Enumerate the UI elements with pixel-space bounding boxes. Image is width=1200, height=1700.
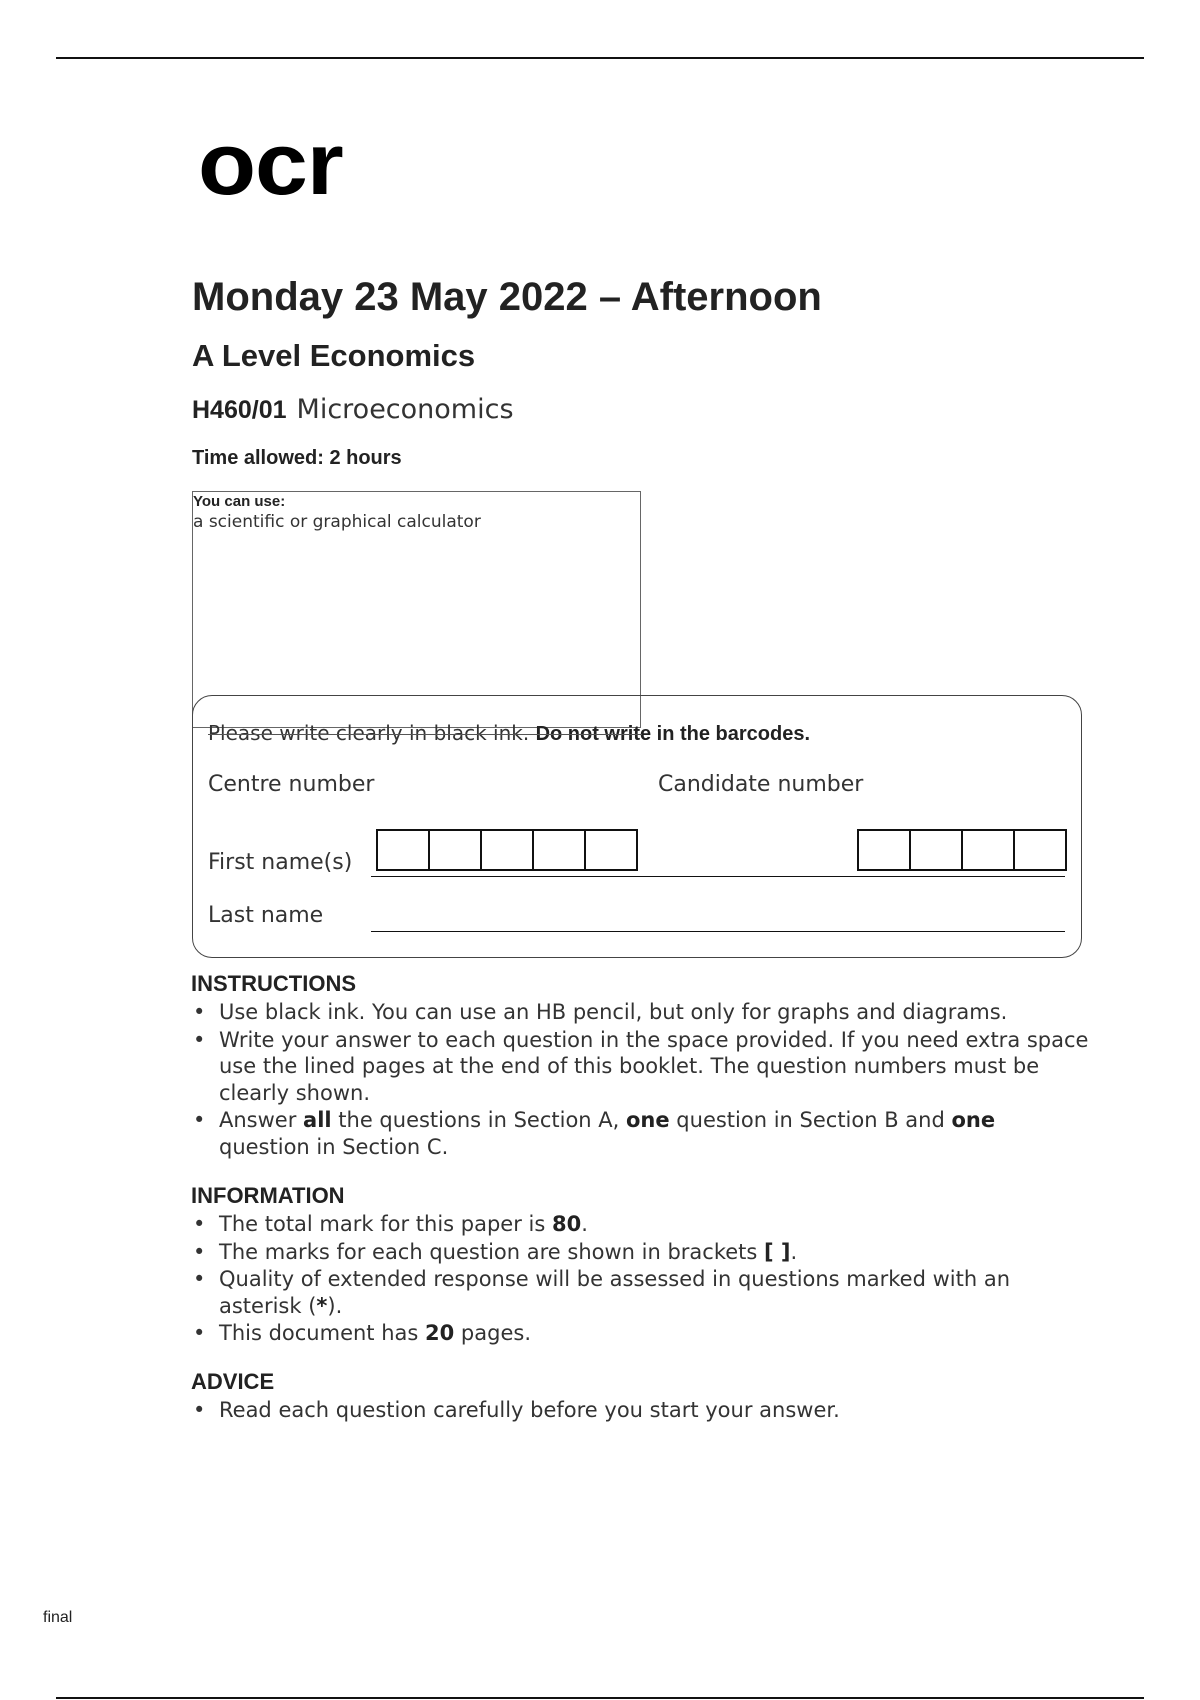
first-name-label: First name(s) bbox=[208, 850, 353, 875]
list-item: • The total mark for this paper is 80. bbox=[193, 1212, 588, 1236]
information-section bbox=[191, 1185, 1091, 1348]
write-clearly-text: Please write clearly in black ink. bbox=[208, 721, 536, 745]
bullet-icon: • bbox=[193, 1000, 206, 1024]
barcode-warning: Do not write in the barcodes. bbox=[535, 723, 811, 745]
you-can-use-heading: You can use: bbox=[193, 493, 286, 510]
top-rule bbox=[56, 57, 1144, 59]
emphasis-text: [ ] bbox=[764, 1239, 791, 1264]
first-name-field[interactable] bbox=[371, 876, 1065, 877]
advice-list bbox=[191, 1397, 1091, 1424]
emphasis-text: one bbox=[626, 1108, 670, 1132]
list-item: • Use black ink. You can use an HB pencil, but only for graphs and diagrams. bbox=[193, 1000, 1008, 1024]
bullet-icon: • bbox=[193, 1108, 206, 1132]
bullet-icon: • bbox=[193, 1321, 206, 1345]
last-name-field[interactable] bbox=[371, 931, 1065, 932]
instructions-list bbox=[191, 999, 1091, 1160]
footer-label: final bbox=[43, 1609, 73, 1626]
you-can-use-item: a scientific or graphical calculator bbox=[193, 512, 481, 532]
list-item: • This document has 20 pages. bbox=[193, 1321, 531, 1345]
instructions-heading: INSTRUCTIONS bbox=[191, 971, 356, 996]
centre-number-cell[interactable] bbox=[376, 829, 430, 871]
overlap-line bbox=[208, 734, 642, 735]
time-allowed: Time allowed: 2 hours bbox=[192, 447, 402, 469]
ocr-logo: ocr bbox=[198, 114, 343, 213]
last-name-label: Last name bbox=[208, 903, 324, 928]
paper-title bbox=[192, 396, 514, 423]
candidate-number-boxes bbox=[857, 829, 1065, 871]
instructions-section bbox=[191, 973, 1091, 1161]
paper-name: Microeconomics bbox=[296, 394, 514, 425]
centre-number-cell[interactable] bbox=[480, 829, 534, 871]
candidate-number-cell[interactable] bbox=[961, 829, 1015, 871]
centre-number-cell[interactable] bbox=[532, 829, 586, 871]
candidate-number-cell[interactable] bbox=[1013, 829, 1067, 871]
emphasis-text: 20 bbox=[425, 1321, 455, 1345]
list-item: • Quality of extended response will be assessed in questions marked with an asterisk (*). bbox=[193, 1267, 1011, 1318]
candidate-number-label: Candidate number bbox=[658, 772, 864, 797]
information-list bbox=[191, 1211, 1091, 1347]
qualification-title: A Level Economics bbox=[192, 338, 476, 373]
advice-section bbox=[191, 1371, 1091, 1425]
centre-number-label: Centre number bbox=[208, 772, 375, 797]
candidate-number-cell[interactable] bbox=[857, 829, 911, 871]
emphasis-text: one bbox=[951, 1108, 996, 1132]
list-item: • Answer all the questions in Section A, one question in Section B and one question in Section C. bbox=[193, 1108, 996, 1159]
bullet-icon: • bbox=[193, 1398, 206, 1422]
exam-date-title: Monday 23 May 2022 – Afternoon bbox=[192, 275, 822, 319]
paper-code: H460/01 bbox=[192, 396, 287, 424]
bullet-icon: • bbox=[193, 1212, 206, 1236]
information-heading: INFORMATION bbox=[191, 1183, 345, 1208]
list-item: • The marks for each question are shown in brackets [ ]. bbox=[193, 1239, 798, 1264]
list-item: • Write your answer to each question in the space provided. If you need extra space use the lined pages at the end of this booklet. The question numbers must be clearly shown. bbox=[193, 1027, 1089, 1105]
bullet-icon: • bbox=[193, 1267, 206, 1291]
emphasis-text: all bbox=[303, 1108, 332, 1132]
centre-number-boxes bbox=[376, 829, 636, 871]
emphasis-text: 80 bbox=[551, 1212, 582, 1236]
advice-heading: ADVICE bbox=[191, 1369, 275, 1394]
bottom-rule bbox=[56, 1697, 1144, 1699]
emphasis-text: * bbox=[316, 1293, 328, 1318]
candidate-number-cell[interactable] bbox=[909, 829, 963, 871]
bullet-icon: • bbox=[193, 1027, 206, 1052]
centre-number-cell[interactable] bbox=[584, 829, 638, 871]
centre-number-cell[interactable] bbox=[428, 829, 482, 871]
you-can-use-box bbox=[192, 491, 641, 728]
list-item: • Read each question carefully before you start your answer. bbox=[193, 1398, 840, 1422]
bullet-icon: • bbox=[193, 1239, 206, 1264]
